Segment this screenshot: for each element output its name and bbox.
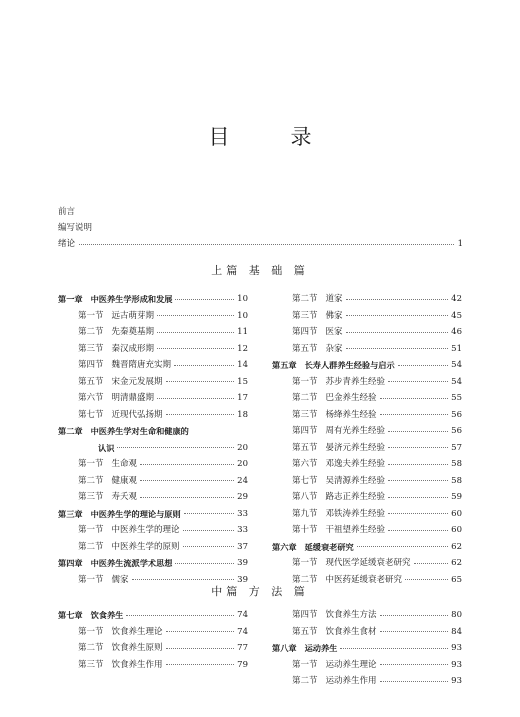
page-number: 77 <box>237 643 248 653</box>
toc-section-entry[interactable] <box>58 357 248 374</box>
page-number: 14 <box>237 360 248 370</box>
entry-title: 中医养生学对生命和健康的 <box>90 426 189 436</box>
entry-label: 第五章 <box>272 360 297 370</box>
page-number: 17 <box>237 393 248 403</box>
entry-label: 第三节 <box>78 492 104 502</box>
part2-title: 中篇 方 法 篇 <box>211 585 309 598</box>
page-number: 39 <box>237 558 248 568</box>
dot-leader <box>388 530 448 531</box>
part1-title: 上篇 基 础 篇 <box>211 264 309 277</box>
toc-chapter-entry[interactable] <box>272 640 462 657</box>
toc-section-entry[interactable] <box>272 657 462 674</box>
entry-title: 延缓衰老研究 <box>304 541 354 552</box>
entry-title: 干祖望养生经验 <box>325 525 386 535</box>
entry-title: 苏步青养生经验 <box>325 376 386 387</box>
dot-leader <box>140 497 234 498</box>
entry-title: 宋金元发展期 <box>111 376 163 387</box>
entry-title: 邓逸夫养生经验 <box>325 459 386 469</box>
entry-label: 第七章 <box>58 610 83 620</box>
page-number: 74 <box>237 610 248 620</box>
entry-title: 中医养生学的理论与原则 <box>90 508 181 519</box>
entry-label: 第七节 <box>292 475 318 486</box>
toc-chapter-entry[interactable] <box>58 440 248 457</box>
page-number: 12 <box>237 343 248 354</box>
dot-leader <box>166 664 235 665</box>
dot-leader <box>157 348 234 349</box>
toc-section-entry[interactable] <box>272 324 462 341</box>
page-number: 20 <box>237 442 248 453</box>
dot-leader <box>140 480 234 481</box>
part2-right-column <box>272 607 462 690</box>
page-number: 42 <box>451 294 462 304</box>
page-number: 58 <box>451 459 462 469</box>
page-number: 39 <box>237 574 248 585</box>
entry-label: 第一节 <box>78 310 104 321</box>
entry-label: 第四章 <box>58 558 83 568</box>
dot-leader <box>380 615 449 616</box>
entry-title: 晏济元养生经验 <box>325 442 386 453</box>
toc-section-entry[interactable] <box>272 555 462 572</box>
toc-section-entry[interactable] <box>272 341 462 358</box>
dot-leader <box>414 563 449 564</box>
front-matter <box>58 204 463 252</box>
toc-section-entry[interactable] <box>272 440 462 457</box>
dot-leader <box>346 315 449 316</box>
toc-section-entry[interactable] <box>58 308 248 325</box>
dot-leader <box>388 513 448 514</box>
entry-label: 第一节 <box>78 574 104 585</box>
dot-leader <box>132 579 235 580</box>
part1-left-column <box>58 291 248 588</box>
entry-title: 先秦奠基期 <box>111 327 155 337</box>
dot-leader <box>388 480 448 481</box>
toc-section-entry[interactable] <box>58 456 248 473</box>
dot-leader <box>184 513 235 514</box>
entry-title: 长寿人群养生经验与启示 <box>304 360 395 370</box>
entry-title: 杨绛养生经验 <box>325 409 377 420</box>
toc-section-entry[interactable] <box>58 390 248 407</box>
toc-chapter-entry[interactable] <box>58 555 248 572</box>
entry-title: 杂家 <box>325 343 343 354</box>
entry-label: 第二节 <box>292 574 318 585</box>
entry-label: 第六节 <box>78 393 104 403</box>
page-number: 59 <box>451 492 462 502</box>
dot-leader <box>388 381 448 382</box>
page-number: 10 <box>237 294 248 304</box>
toc-section-entry[interactable] <box>58 473 248 490</box>
entry-title: 吴清源养生经验 <box>325 475 386 486</box>
page-number: 93 <box>451 643 462 653</box>
entry-label: 第三节 <box>292 310 318 321</box>
dot-leader <box>140 464 234 465</box>
dot-leader <box>388 447 448 448</box>
entry-label: 第二节 <box>78 475 104 486</box>
toc-section-entry[interactable] <box>272 522 462 539</box>
dot-leader <box>346 299 449 300</box>
entry-title: 巴金养生经验 <box>325 393 377 403</box>
dot-leader <box>388 497 448 498</box>
dot-leader <box>405 579 448 580</box>
entry-title: 运动养生作用 <box>325 676 377 686</box>
entry-title: 饮食养生理论 <box>111 626 163 637</box>
entry-title: 魏晋隋唐充实期 <box>111 360 172 370</box>
front-matter-entry[interactable] <box>58 236 463 252</box>
toc-chapter-entry[interactable] <box>58 506 248 523</box>
entry-title: 中医养生流派学术思想 <box>90 558 173 568</box>
page-number: 10 <box>237 310 248 321</box>
toc-section-entry[interactable] <box>272 506 462 523</box>
entry-label: 第三节 <box>78 659 104 670</box>
entry-label: 第一节 <box>78 525 104 535</box>
entry-title: 运动养生 <box>304 643 338 653</box>
toc-section-entry[interactable] <box>272 291 462 308</box>
entry-label: 第四节 <box>78 360 104 370</box>
toc-section-entry[interactable] <box>58 324 248 341</box>
page-number: 1 <box>457 239 463 249</box>
dot-leader <box>79 244 454 245</box>
toc-section-entry[interactable] <box>58 489 248 506</box>
entry-label: 第五节 <box>78 376 104 387</box>
toc-section-entry[interactable] <box>58 640 248 657</box>
entry-title: 医家 <box>325 327 343 337</box>
entry-label: 第三章 <box>58 508 83 519</box>
dot-leader <box>166 631 235 632</box>
entry-label: 第二节 <box>292 294 318 304</box>
toc-section-entry[interactable] <box>272 308 462 325</box>
part1-right-column <box>272 291 462 588</box>
entry-title: 中医养生学的理论 <box>111 525 180 535</box>
entry-title: 编写说明 <box>58 223 93 233</box>
entry-label: 第一节 <box>292 376 318 387</box>
page-number: 58 <box>451 475 462 486</box>
toc-section-entry[interactable] <box>58 374 248 391</box>
entry-label: 第二节 <box>78 327 104 337</box>
entry-title: 路志正养生经验 <box>325 492 386 502</box>
toc-section-entry[interactable] <box>272 456 462 473</box>
dot-leader <box>174 365 234 366</box>
dot-leader <box>183 546 235 547</box>
page-number: 18 <box>237 409 248 420</box>
front-matter-entry[interactable] <box>58 204 463 220</box>
page-number: 33 <box>237 525 248 535</box>
entry-label: 第五节 <box>292 343 318 354</box>
page-number: 46 <box>451 327 462 337</box>
page-number: 54 <box>451 376 462 387</box>
page-number: 74 <box>237 626 248 637</box>
entry-title: 周有光养生经验 <box>325 426 386 436</box>
page-number: 80 <box>451 610 462 620</box>
entry-label: 第七节 <box>78 409 104 420</box>
dot-leader <box>380 414 449 415</box>
entry-title: 寿夭观 <box>111 492 138 502</box>
dot-leader <box>166 414 235 415</box>
dot-leader <box>398 365 449 366</box>
entry-label: 第五节 <box>292 626 318 637</box>
entry-label: 第十节 <box>292 525 318 535</box>
toc-section-entry[interactable] <box>272 624 462 641</box>
toc-chapter-entry[interactable] <box>272 539 462 556</box>
toc-section-entry[interactable] <box>272 673 462 690</box>
page-number: 56 <box>451 409 462 420</box>
front-matter-entry[interactable] <box>58 220 463 236</box>
entry-title: 佛家 <box>325 310 343 321</box>
entry-title: 饮食养生食材 <box>325 626 377 637</box>
page-number: 65 <box>451 574 462 585</box>
page-number: 11 <box>237 327 248 337</box>
toc-chapter-entry[interactable] <box>272 357 462 374</box>
entry-label: 第八章 <box>272 643 297 653</box>
entry-title: 道家 <box>325 294 343 304</box>
entry-title: 邓铁涛养生经验 <box>325 508 386 519</box>
entry-title: 远古萌芽期 <box>111 310 155 321</box>
entry-label: 第二节 <box>292 393 318 403</box>
page-number: 29 <box>237 492 248 502</box>
entry-label: 第一节 <box>292 659 318 670</box>
entry-title: 饮食养生原则 <box>111 643 163 653</box>
entry-title: 儒家 <box>111 574 129 585</box>
entry-label: 第一章 <box>58 294 83 304</box>
entry-label: 第四节 <box>292 610 318 620</box>
dot-leader <box>157 332 234 333</box>
page-number: 57 <box>451 442 462 453</box>
page-number: 60 <box>451 525 462 535</box>
entry-label: 第二章 <box>58 426 83 436</box>
entry-label: 第一节 <box>292 558 318 568</box>
entry-title: 中医养生学的原则 <box>111 541 180 552</box>
entry-title: 饮食养生 <box>90 610 124 620</box>
toc-chapter-entry[interactable] <box>58 607 248 624</box>
entry-label: 第二节 <box>78 643 104 653</box>
toc-section-entry[interactable] <box>58 539 248 556</box>
page-number: 54 <box>451 360 462 370</box>
entry-label: 第四节 <box>292 327 318 337</box>
page-number: 45 <box>451 310 462 321</box>
entry-label: 第八节 <box>292 492 318 502</box>
toc-section-entry[interactable] <box>272 489 462 506</box>
dot-leader <box>380 681 449 682</box>
dot-leader <box>117 447 234 448</box>
entry-title: 秦汉成形期 <box>111 343 155 354</box>
page-number: 37 <box>237 541 248 552</box>
page-number: 79 <box>237 659 248 670</box>
page-number: 20 <box>237 459 248 469</box>
page-number: 24 <box>237 475 248 486</box>
toc-section-entry[interactable] <box>272 423 462 440</box>
entry-label: 第一节 <box>78 459 104 469</box>
toc-chapter-entry[interactable] <box>58 291 248 308</box>
entry-title: 近现代弘扬期 <box>111 409 163 420</box>
page-number: 84 <box>451 626 462 637</box>
dot-leader <box>166 648 235 649</box>
entry-title: 饮食养生方法 <box>325 610 377 620</box>
entry-label: 第四节 <box>292 426 318 436</box>
dot-leader <box>380 631 449 632</box>
toc-section-entry[interactable] <box>272 407 462 424</box>
entry-title: 运动养生理论 <box>325 659 377 670</box>
dot-leader <box>166 381 235 382</box>
page-number: 62 <box>451 541 462 552</box>
entry-label: 第一节 <box>78 626 104 637</box>
page-number: 33 <box>237 508 248 519</box>
entry-label: 第五节 <box>292 442 318 453</box>
page-number: 56 <box>451 426 462 436</box>
dot-leader <box>175 563 234 564</box>
part2-left-column <box>58 607 248 673</box>
entry-label: 第九节 <box>292 508 318 519</box>
dot-leader <box>380 398 449 399</box>
toc-section-entry[interactable] <box>58 522 248 539</box>
entry-label: 第六节 <box>292 459 318 469</box>
toc-title: 目 录 <box>208 125 332 149</box>
dot-leader <box>175 299 234 300</box>
entry-label: 第二节 <box>292 676 318 686</box>
entry-title: 前言 <box>58 207 76 217</box>
entry-title: 中医药延缓衰老研究 <box>325 574 403 585</box>
toc-section-entry[interactable] <box>58 624 248 641</box>
entry-label: 第三节 <box>292 409 318 420</box>
dot-leader <box>183 530 235 531</box>
dot-leader <box>357 546 448 547</box>
entry-label: 第六章 <box>272 541 297 552</box>
entry-label: 第二节 <box>78 541 104 552</box>
dot-leader <box>346 332 449 333</box>
entry-title: 中医养生学形成和发展 <box>90 294 173 304</box>
toc-section-entry[interactable] <box>272 390 462 407</box>
toc-section-entry[interactable] <box>272 607 462 624</box>
entry-title: 认识 <box>98 442 115 453</box>
entry-title: 饮食养生作用 <box>111 659 163 670</box>
dot-leader <box>346 348 449 349</box>
toc-section-entry[interactable] <box>58 657 248 674</box>
toc-section-entry[interactable] <box>58 341 248 358</box>
toc-section-entry[interactable] <box>272 473 462 490</box>
dot-leader <box>380 664 449 665</box>
dot-leader <box>126 615 234 616</box>
entry-title: 健康观 <box>111 475 138 486</box>
page-number: 60 <box>451 508 462 519</box>
entry-title: 明清鼎盛期 <box>111 393 155 403</box>
entry-title: 现代医学延缓衰老研究 <box>325 558 411 568</box>
page-number: 51 <box>451 343 462 354</box>
page-number: 15 <box>237 376 248 387</box>
toc-section-entry[interactable] <box>272 374 462 391</box>
page-number: 93 <box>451 676 462 686</box>
dot-leader <box>388 431 448 432</box>
dot-leader <box>157 398 234 399</box>
entry-title: 生命观 <box>111 459 138 469</box>
dot-leader <box>340 648 448 649</box>
page-number: 55 <box>451 393 462 403</box>
entry-title: 绪论 <box>58 239 76 249</box>
dot-leader <box>157 315 234 316</box>
toc-section-entry[interactable] <box>58 407 248 424</box>
entry-label: 第三节 <box>78 343 104 354</box>
page-number: 93 <box>451 659 462 670</box>
dot-leader <box>388 464 448 465</box>
toc-chapter-entry[interactable] <box>58 423 248 440</box>
page-number: 62 <box>451 558 462 568</box>
